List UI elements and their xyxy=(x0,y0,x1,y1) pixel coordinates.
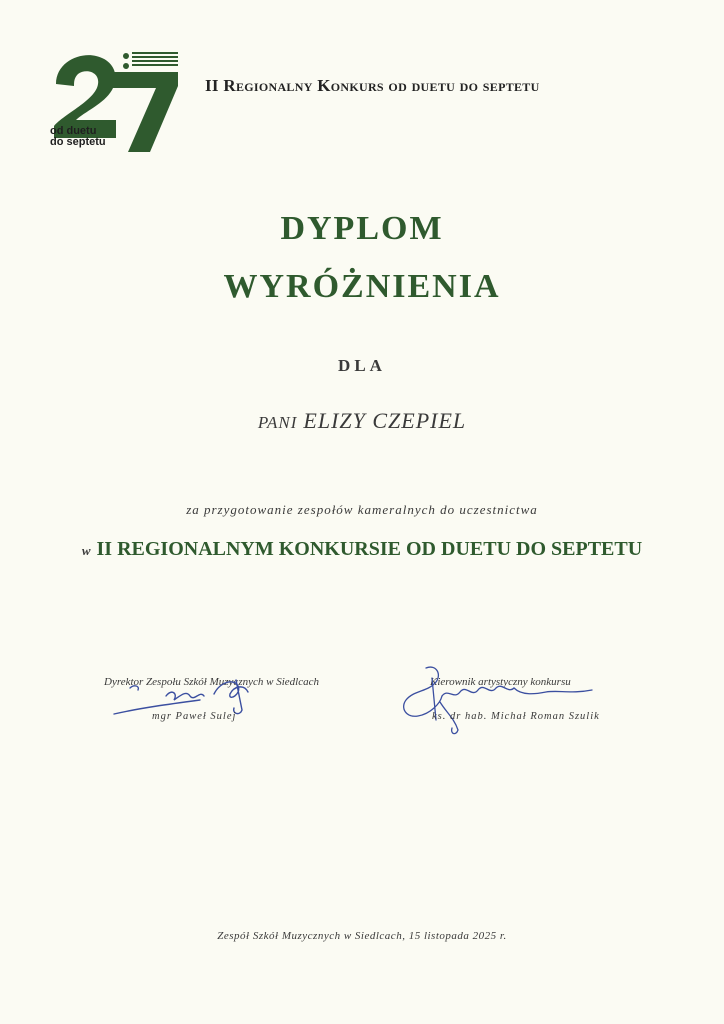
contest-name-line xyxy=(0,538,724,561)
right-signatory-name: ks. dr hab. Michał Roman Szulik xyxy=(432,711,600,722)
contest-logo xyxy=(46,44,186,156)
contest-preposition: w xyxy=(81,543,91,558)
contest-header-title: II Regionalny Konkurs od duetu do septetu xyxy=(205,76,540,95)
recipient xyxy=(0,408,724,434)
left-signatory-title: Dyrektor Zespołu Szkół Muzycznych w Siedlcach xyxy=(104,676,319,688)
recipient-name: ELIZY CZEPIEL xyxy=(303,408,467,433)
award-reason: za przygotowanie zespołów kameralnych do uczestnictwa xyxy=(186,502,538,517)
diploma-subtitle: WYRÓŻNIENIA xyxy=(223,268,501,305)
right-handwritten-signature xyxy=(396,660,606,740)
logo-line-2: do septetu xyxy=(50,136,106,148)
contest-name: II REGIONALNYM KONKURSIE OD DUETU DO SEPTETU xyxy=(96,538,643,560)
left-signatory-name: mgr Paweł Sulej xyxy=(152,711,237,722)
right-signatory-title: Kierownik artystyczny konkursu xyxy=(430,676,571,688)
diploma-title: DYPLOM xyxy=(280,210,444,247)
place-and-date: Zespół Szkół Muzycznych w Siedlcach, 15 listopada 2025 r. xyxy=(217,930,507,942)
logo-caption xyxy=(50,126,106,148)
for-label: DLA xyxy=(338,356,386,375)
recipient-honorific: PANI xyxy=(257,413,298,432)
logo-line-1: od duetu xyxy=(50,125,97,137)
